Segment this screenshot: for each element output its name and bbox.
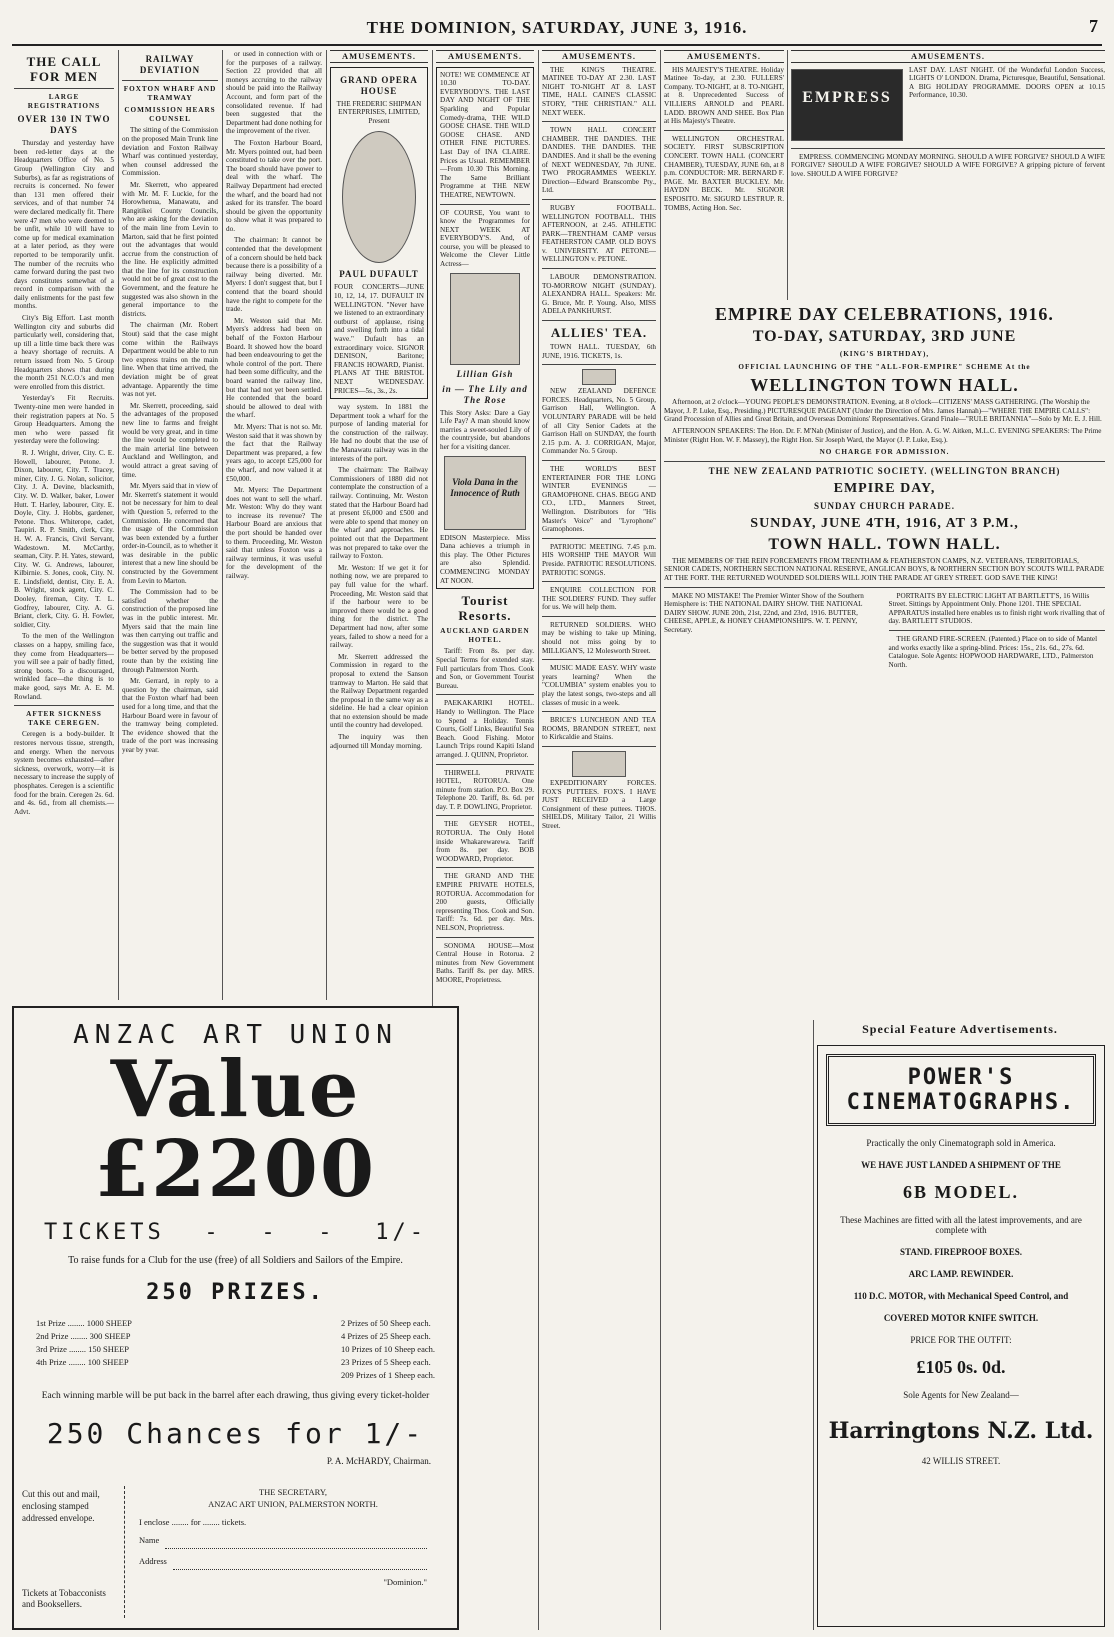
- ad-body: EXPEDITIONARY FORCES. FOX'S PUTTEES. FOX'S. I HAVE JUST RECEIVED a Large Consignment of these puttees. THOS. SHIELDS, Military Tailor, 21 Willis Street.: [542, 779, 656, 830]
- coupon-address-label: Address: [139, 1556, 167, 1566]
- parade-venue: TOWN HALL. TOWN HALL.: [768, 535, 1001, 553]
- prize-item: 2nd Prize ........ 300 SHEEP: [36, 1331, 131, 1341]
- ad-body: LAST DAY. LAST NIGHT. Of the Wonderful London Success, LIGHTS O' LONDON. Drama, Picturesque, Beautiful, Sensational. A BIG HOLIDAY PROGRAMME. DOORS OPEN at 10.15 Performance, 10.30.: [909, 65, 1105, 100]
- ad-headline: GRAND OPERA HOUSE: [340, 74, 418, 96]
- column-rule: [538, 50, 539, 1630]
- empire-day-heading: EMPIRE DAY,: [833, 480, 936, 496]
- ad-body: PATRIOTIC MEETING. 7.45 p.m. HIS WORSHIP THE MAYOR Will Preside. PATRIOTIC RESOLUTIONS. PATRIOTIC SONGS.: [542, 542, 656, 577]
- recruit-list: R. J. Wright, driver, City. C. E. Howell, labourer, Petone. J. Dixon, labourer, City. T. Tracey, miner, City. J. G. Nolan, solicitor, City. J. A. Devine, blacksmith, City. W. D. Walker, baker, Lower Hutt. T. Harley, labourer, City. E. Doyle, City. J. Hobbs, gardener, Petone. Thos. Whiterope, cadet, Taupiri. R. P. Smith, clerk, City. H. W. A. Francis, Civil Servant, Wadestown. M. McCarthy, seaman, City. P. H. Yates, steward, City. W. G. Andrews, labourer, Kilbirnie. S. Jones, cook, City. N. E. Lindsfield, dentist, City. E. A. B. Wright, stock agent, City. C. Dooley, fireman, City. T. L. Godfrey, labourer, City. A. G. Briant, clerk, City. G. H. Fowler, soldier, City.: [14, 448, 114, 629]
- divider: [542, 199, 656, 200]
- divider: [542, 268, 656, 269]
- anzac-art-union-ad: [12, 1006, 459, 1630]
- article-paragraph: Mr. Skerrett, who appeared with Mr. M. F. Luckie, for the Horowhenua, Manawatu, and Rangitikei County Councils, who are asking for the deviation of the main line from Levin to Marton, said that he first pointed out the advantages that would accrue from the construction of the line. He explicitly admitted that the line for its construction would not be of great cost to the Government, and the feature he suggested was also shown in the general importance to the districts.: [122, 180, 218, 318]
- ticket-outlets: Tickets at Tobacconists and Booksellers.: [22, 1588, 106, 1609]
- divider: [542, 581, 656, 582]
- prize-item: 3rd Prize ........ 150 SHEEP: [36, 1344, 130, 1354]
- powers-cinematograph-ad: [817, 1045, 1105, 1627]
- article-paragraph: The Foxton Harbour Board, Mr. Myers pointed out, had been constituted to take over the port. The board should have power to deal with the wharf. The Railway Department had erected the wharf, and the board had not asked for its transfer. The board should be given the opportunity to show what it was prepared to do.: [226, 138, 322, 233]
- section-header: AMUSEMENTS.: [330, 50, 428, 63]
- ad-body: THE GRAND FIRE-SCREEN. (Patented.) Place on to side of Mantel and works exactly like a spring-blind. Prices: 15s., 21s. 6d., 27s. 6d. Catalogue. Sole Agents: HOPWOOD HARDWARE, LTD., Palmerston North.: [888, 634, 1098, 669]
- prize-item: 4th Prize ........ 100 SHEEP: [36, 1357, 129, 1367]
- ad-body: NOTE! WE COMMENCE AT 10.30 TO-DAY. EVERYBODY'S. THE LAST DAY AND NIGHT OF THE Sparkling and Popular Comedy-drama, THE WILD GOOSE CHASE. THE WILD GOOSE CHASE. AND OTHER FINE PICTURES. Last Day of INA CLAIRE. Prices as Usual. REMEMBER—From 10.30 This Morning. The Same Brilliant Programme at THE NEW THEATRE, NEWTOWN.: [440, 70, 530, 199]
- newspaper-title: THE DOMINION, SATURDAY, JUNE 3, 1916.: [366, 18, 748, 37]
- ad-body: WELLINGTON ORCHESTRAL SOCIETY. FIRST SUBSCRIPTION CONCERT. TOWN HALL (CONCERT CHAMBER), TUESDAY, JUNE 6th, at 8 p.m. CONDUCTOR: MR. BERNARD F. PAGE. Mr. BAXTER BUCKLEY. Mr. HAYDN BECK. Mr. SIGNOR ESPOSITO. Mr. SIGURD LESTRUP. R. TOMBS, Acting Hon. Sec.: [664, 134, 784, 212]
- cutout-instructions: Cut this out and mail, enclosing stamped addressed envelope.: [22, 1489, 100, 1523]
- society-name: THE NEW ZEALAND PATRIOTIC SOCIETY. (WELLINGTON BRANCH): [708, 465, 1061, 476]
- ad-body: RETURNED SOLDIERS. WHO may be wishing to take up Mining, should not miss going by to MILLIGAN'S, 12 Molesworth Street.: [542, 620, 656, 655]
- ad-body: EDISON Masterpiece. Miss Dana achieves a triumph in this play. The Other Pictures are also Splendid. COMMENCING MONDAY AT NOON.: [440, 533, 530, 585]
- ad-body: LABOUR DEMONSTRATION. TO-MORROW NIGHT (SUNDAY). ALEXANDRA HALL. Speakers: Mr. G. Bruce, Mr. P. Young. Also, MISS ADELA PANKHURST.: [542, 273, 656, 316]
- coupon-name-field[interactable]: [165, 1534, 427, 1549]
- divider: [542, 538, 656, 539]
- divider: [440, 204, 530, 205]
- column-rule: [813, 1020, 814, 1630]
- parade-heading: SUNDAY CHURCH PARADE.: [814, 500, 955, 511]
- article-paragraph: The sitting of the Commission on the proposed Main Trunk line deviation and Foxton Railway Wharf was continued yesterday, when counsel addressed the Commission.: [122, 126, 218, 178]
- article-paragraph: To the men of the Wellington classes on a happy, smiling face, they come from Headquarters—you will see a pair of badly fitted, strong boots. To a discouraged, wrinkled face—the thing is to make good, says Mr. A. E. M. Rowland.: [14, 632, 114, 701]
- ad-body: HIS MAJESTY'S THEATRE. Holiday Matinee To-day, at 2.30. FULLERS' Company. TO-NIGHT, at 8. TO-NIGHT, at 8. Unprecedented Success of VILLIERS ARNOLD and PEARL LADD. BROWN AND SHEE. Box Plan at His Majesty's Theatre.: [664, 65, 784, 126]
- divider: [14, 88, 114, 89]
- divider: [542, 746, 656, 747]
- ad-body: RUGBY FOOTBALL. WELLINGTON FOOTBALL. THIS AFTERNOON, at 2.45. ATHLETIC PARK—TRENTHAM CAMP versus FEATHERSTON CAMP. OLD BOYS v. UNIVERSITY. AT PETONE—WELLINGTON v. PETONE.: [542, 203, 656, 264]
- article-paragraph: The inquiry was then adjourned till Monday morning.: [330, 733, 428, 750]
- ad-body: Ceregen is a body-builder. It restores nervous tissue, strength, and energy. When the nervous system becomes exhausted—after sickness, overwork, worry—it is necessary to increase the supply of phosphates. Ceregen is a scientific food for the brain. Ceregen 2s. 6d. and 4s. 6d., from all chemists.—Advt.: [14, 730, 114, 816]
- prize-item: 209 Prizes of 1 Sheep each.: [341, 1370, 435, 1380]
- divider: [791, 148, 1105, 149]
- ad-body: THE FREDERIC SHIPMAN ENTERPRISES, LIMITED, Present: [336, 99, 422, 125]
- ad-body: FOUR CONCERTS—JUNE 10, 12, 14, 17. DUFAULT IN WELLINGTON. "Never have we listened to an extraordinary outburst of applause, rising and swelling forth into a tidal wave." Dufault has an extraordinary voice. SIGNOR DENISON, Baritone; FRANCIS HOWARD, Pianist. PLANS AT THE BRISTOL NEXT WEDNESDAY. PRICES—5s., 3s., 2s.: [334, 283, 424, 395]
- coupon-enclose-line[interactable]: I enclose ........ for ........ tickets.: [139, 1517, 247, 1527]
- prize-list: [36, 1317, 435, 1382]
- powers-agents: Sole Agents for New Zealand—: [903, 1390, 1019, 1400]
- article-paragraph: The Commission had to be satisfied whether the construction of the proposed line was in the public interest. Mr. Myers said that the main line was then carrying out traffic and the suggestion was that it would be better served by the proposed route than by the existing line through Palmerston North.: [122, 588, 218, 674]
- coupon-recipient: THE SECRETARY,: [258, 1487, 328, 1497]
- article-subhead: COMMISSION HEARS COUNSEL: [124, 106, 216, 123]
- ad-body: MUSIC MADE EASY. WHY waste years learning? When the "COLUMBIA" system enables you to play the latest songs, two-steps and all classes of music in a week.: [542, 664, 656, 707]
- section-header: AMUSEMENTS.: [664, 50, 784, 63]
- divider: [542, 460, 656, 461]
- article-paragraph: Mr. Skerrett addressed the Commission in regard to the proposal to extend the Sanson tramway to Marton. He said that the Railway Department regarded the proposal in the same way as a sideline. He had a clear opinion that no extension should be made until the country had developed.: [330, 652, 428, 730]
- column-amusements-4: [664, 50, 784, 295]
- ad-body: THE GRAND AND THE EMPIRE PRIVATE HOTELS, ROTORUA. Accommodation for 200 guests, Officially representing Thos. Cook and Son. Tariff: 7s. 6d. per day. Mrs. NELSON, Proprietress.: [436, 872, 534, 932]
- divider: [436, 937, 534, 938]
- section-header: AMUSEMENTS.: [542, 50, 656, 63]
- ad-headline: ALLIES' TEA.: [550, 325, 648, 341]
- powers-model: 6B MODEL.: [902, 1182, 1019, 1202]
- ticket-price: 1/-: [375, 1220, 427, 1245]
- ad-body: SONOMA HOUSE—Most Central House in Rotorua. 2 minutes from New Government Baths. Tariff 8s. per day. MRS. MOORE, Proprietress.: [436, 941, 534, 984]
- coupon-name-label: Name: [139, 1535, 160, 1545]
- coupon-address-field[interactable]: [173, 1555, 427, 1570]
- section-header: AMUSEMENTS.: [791, 50, 1105, 63]
- powers-title: POWER'S CINEMATOGRAPHS.: [826, 1054, 1096, 1126]
- powers-feature: COVERED MOTOR KNIFE SWITCH.: [883, 1313, 1039, 1323]
- ad-body: THE GEYSER HOTEL, ROTORUA. The Only Hotel inside Whakarewarewa. Tariff from 8s. per day. BOB WOODWARD, Proprietor.: [436, 820, 534, 863]
- powers-tagline: Practically the only Cinematograph sold in America.: [866, 1138, 1056, 1148]
- crest-image: [582, 369, 616, 385]
- powers-shipment: WE HAVE JUST LANDED A SHIPMENT OF THE: [861, 1160, 1061, 1170]
- empress-logo: [791, 69, 903, 141]
- page-number: 7: [1089, 16, 1098, 36]
- article-paragraph: City's Big Effort. Last month Wellington city and suburbs did particularly well, considering that, up till a little time back there was a heavy shortage of recruits. A return issued from No. 5 Group Headquarters shows that during the month 251 N.C.O.'s and men were enrolled from this district.: [14, 314, 114, 391]
- section-header: Tourist Resorts.: [458, 593, 512, 624]
- empire-date: TO-DAY, SATURDAY, 3RD JUNE: [752, 328, 1017, 345]
- column-rule: [222, 50, 223, 1000]
- article-paragraph: Mr. Weston said that Mr. Myers's address had been on behalf of the Foxton Harbour Board. It showed how the board had been endeavouring to get the whole control of the port. There had been some difficulty, and the board wanted the railway line, but that had not yet been settled. He contended that the board should be allowed to deal with the wharf.: [226, 316, 322, 420]
- article-paragraph: Mr. Myers: The Department does not want to sell the wharf. Mr. Weston: Why do they want to increase its revenue? The Harbour Board are anxious that the port should be handed over to them. Proceeding, Mr. Weston said that unless Foxton was a railway terminus, it was useful for the development of the railway.: [226, 486, 322, 581]
- coupon-address: ANZAC ART UNION, PALMERSTON NORTH.: [208, 1499, 378, 1509]
- film-poster-image: [444, 456, 526, 530]
- ad-body: OF COURSE, You want to know the Programmes for NEXT WEEK AT EVERYBODY'S. And, of course, you will be pleased to Welcome the Clever Little Actress—: [440, 208, 530, 269]
- empire-venue: WELLINGTON TOWN HALL.: [750, 375, 1019, 396]
- divider: [436, 867, 534, 868]
- column-call-for-men: [14, 50, 114, 1000]
- article-paragraph: Thursday and yesterday have been red-letter days at the Headquarters Office of No. 5 Group (Wellington City and Suburbs), as far as registrations of recruits is concerned. No fewer than 131 men offered their services, and of that number 74 were declared medically fit. There were 47 men who were deemed to be unfit, while 10 will have to come up for medical examination at a later period, as they were reported to be temporarily unfit. The number of the recruits who came forward during the past two days constitutes somewhat of a record in comparison with the daily enlistments for the past few months.: [14, 139, 114, 311]
- column-rule: [118, 50, 119, 1000]
- masthead: [12, 14, 1102, 46]
- harringtons-address: 42 WILLIS STREET.: [921, 1456, 1001, 1466]
- prize-item: 4 Prizes of 25 Sheep each.: [341, 1331, 431, 1341]
- article-paragraph: The chairman: It cannot be contended that the development of a concern should be held back because there is a possibility of a railway being diverted. Mr. Myers: I don't suggest that, but I contend that the board should have the right to compete for the trade.: [226, 236, 322, 314]
- ad-body: THE MEMBERS OF THE REIN FORCEMENTS FROM TRENTHAM & FEATHERSTON CAMPS, N.Z. VETERANS, TERRITORIALS, SENIOR CADETS, NORTHERN SECTION NATIONAL RESERVE, ANGLICAN BOYS, & NORTHERN SECTION BOY SCOUTS WILL PARADE AT THE FORT. THE RETURNED WOUNDED SOLDIERS WILL JOIN THE PARADE AT GREY STREET. GOD SAVE THE KING!: [664, 556, 1104, 582]
- prize-item: 23 Prizes of 5 Sheep each.: [341, 1357, 431, 1367]
- empire-day-section: [664, 300, 1105, 1015]
- powers-feature: ARC LAMP. REWINDER.: [908, 1269, 1014, 1279]
- article-subhead: OVER 130 IN TWO DAYS: [17, 114, 111, 136]
- divider: [14, 705, 114, 706]
- portrait-image: [342, 131, 416, 263]
- divider: [889, 630, 1106, 631]
- chances-banner: 250 Chances for 1/-: [46, 1417, 425, 1450]
- art-union-purpose: To raise funds for a Club for the use (free) of all Soldiers and Sailors of the Empire.: [68, 1255, 403, 1266]
- column-amusements-5: [791, 50, 1105, 295]
- ad-body: AFTERNOON SPEAKERS: The Hon. Dr. F. M'Nab (Minister of Justice), and the Hon. A. G. W. Aitken, M.L.C. EVENING SPEAKERS: The Prime Minister (Right Hon. W. F. Massey), the Right Hon. Sir Joseph Ward, the Mayor (J. P. Luke, Esq.).: [664, 426, 1102, 444]
- powers-price-label: PRICE FOR THE OUTFIT:: [910, 1335, 1012, 1345]
- prizes-title: 250 PRIZES.: [146, 1280, 325, 1305]
- ad-headline: PAUL DUFAULT: [339, 269, 419, 280]
- divider: [542, 711, 656, 712]
- art-union-title: ANZAC ART UNION: [73, 1020, 398, 1050]
- prize-item: 10 Prizes of 10 Sheep each.: [341, 1344, 435, 1354]
- powers-description: These Machines are fitted with all the latest improvements, and are complete with: [840, 1215, 1082, 1235]
- article-paragraph: The chairman: The Railway Commissioners of 1880 did not contemplate the construction of a railway. Continuing, Mr. Weston stated that the Harbour Board had at present £6,000 and £500 and were able to spend that money on the wharf and approaches. He pointed out that the Department was not prepared to take over the railway to Foxton.: [330, 466, 428, 561]
- article-paragraph: Mr. Weston: If we get it for nothing now, we are prepared to pay full value for the wharf. Proceeding, Mr. Weston said that if the harbour were to be improved there would be a good thing for the district. The Department had now, after some years, failed to show a need for a railway.: [330, 563, 428, 650]
- ad-headline: AUCKLAND GARDEN HOTEL.: [440, 627, 530, 644]
- empire-subtitle: OFFICIAL LAUNCHING OF THE "ALL-FOR-EMPIRE" SCHEME At the: [738, 362, 1031, 371]
- empress-logo-text: EMPRESS: [802, 88, 892, 106]
- divider: [436, 815, 534, 816]
- order-coupon[interactable]: [124, 1486, 447, 1618]
- chairman-signature: P. A. McHARDY, Chairman.: [326, 1456, 431, 1466]
- empire-headline: EMPIRE DAY CELEBRATIONS, 1916.: [715, 304, 1054, 324]
- article-headline: RAILWAY DEVIATION: [139, 54, 201, 75]
- ad-body: BRICE'S LUNCHEON AND TEA ROOMS, BRANDON STREET, next to Kirkcaldie and Stains.: [542, 716, 656, 742]
- film-title: in — The Lily and The Rose: [442, 383, 528, 405]
- ad-body: THE KING'S THEATRE. MATINEE TO-DAY AT 2.30. LAST NIGHT TO-NIGHT AT 8. LAST TIME, HALL CAINE'S CLASSIC STORY, "THE CHRISTIAN." ALL NEXT WEEK.: [542, 65, 656, 117]
- column-railway-continued: [226, 50, 322, 1000]
- article-paragraph: Mr. Myers said that in view of Mr. Skerrett's statement it would not be necessary for him to deal with Question 5, referred to the Commission. He concerned that the usage of the Commission was been extended by a further order-in-Council, as to whether it was desirable in the public interest that a new line should be constructed by the Government from Levin to Marton.: [122, 482, 218, 585]
- section-header: AMUSEMENTS.: [436, 50, 534, 63]
- ad-body: MAKE NO MISTAKE! The Premier Winter Show of the Southern Hemisphere is: THE NATIONAL DAIRY SHOW. THE NATIONAL DAIRY SHOW. JUNE 20th, 21st, 22nd, and 23rd, 1916. BUTTER, CHEESE, APPLE, & HONEY CHAMPIONSHIPS. W. T. PENNY, Secretary.: [664, 591, 864, 634]
- ticket-price-line: [44, 1220, 427, 1245]
- prize-item: 2 Prizes of 50 Sheep each.: [341, 1318, 431, 1328]
- art-union-value: Value £2200: [94, 1044, 377, 1215]
- harringtons-name: Harringtons N.Z. Ltd.: [828, 1418, 1094, 1444]
- ad-body: Tariff: From 8s. per day. Special Terms for extended stay. Full particulars from Thos. Cook and Son, or Government Tourist Bureau.: [436, 647, 534, 690]
- powers-price: £105 0s. 0d.: [916, 1357, 1006, 1377]
- ad-body: EMPRESS. COMMENCING MONDAY MORNING. SHOULD A WIFE FORGIVE? SHOULD A WIFE FORGIVE? SHOULD A WIFE FORGIVE? SHOULD A WIFE FORGIVE? A gripping picture of fervent love. SHOULD A WIFE FORGIVE?: [791, 152, 1105, 178]
- ad-body: TOWN HALL. TUESDAY, 6th JUNE, 1916. TICKETS, 1s.: [542, 343, 656, 360]
- dash: -: [261, 1220, 279, 1245]
- powers-feature: STAND. FIREPROOF BOXES.: [899, 1247, 1022, 1257]
- divider: [436, 764, 534, 765]
- column-railway-deviation: [122, 50, 218, 1000]
- ad-body: ENQUIRE COLLECTION FOR THE SOLDIERS' FUND. They suffer for us. We will help them.: [542, 586, 656, 612]
- article-paragraph: way system. In 1881 the Department took a wharf for the purpose of landing material for the construction of the railway. He had no doubt that the use of the Manawatu railway was in the interests of the port.: [330, 403, 428, 463]
- divider: [664, 461, 1105, 462]
- divider: [664, 587, 1105, 588]
- prize-list-major: [36, 1317, 132, 1382]
- divider: [542, 121, 656, 122]
- column-rule: [326, 50, 327, 1000]
- coupon-paper-name: "Dominion.": [383, 1577, 427, 1587]
- article-subhead: LARGE REGISTRATIONS: [27, 93, 101, 110]
- divider: [542, 616, 656, 617]
- ad-headline: AFTER SICKNESS TAKE CEREGEN.: [26, 710, 102, 727]
- drawing-note: Each winning marble will be put back in the barrel after each drawing, thus giving every ticket-holder: [41, 1391, 430, 1401]
- article-paragraph: Mr. Gerrard, in reply to a question by the chairman, said that the Foxton wharf had been used for a long time, and that the Harbour Board were in favour of the tramway being completed. The evidence showed that the trade of the port was increasing year by year.: [122, 677, 218, 754]
- ad-body: Afternoon, at 2 o'clock—YOUNG PEOPLE'S DEMONSTRATION. Evening, at 8 o'clock—CITIZENS' MASS GATHERING. (The Worship the Mayor, J. P. Luke, Esq., Presiding.) PICTURESQUE PAGEANT (Under the Direction of Mrs. James Hannah)—"WHERE THE EMPIRE CALLS": Grand Procession of Allies and Great Britain, and Overseas Dominions' Representatives. Grand Finale—"RULE BRITANNIA"—Solo by Mr. E. J. Hill.: [664, 398, 1102, 424]
- ad-body: THE WORLD'S BEST ENTERTAINER FOR THE LONG WINTER EVENINGS — GRAMOPHONE. CHAS. BEGG AND CO., LTD., Manners Street, Wellington. Distributors for "His Master's Voice" and "Lyrophone" Gramophones.: [542, 464, 656, 534]
- parade-date: SUNDAY, JUNE 4TH, 1916, AT 3 P.M.,: [750, 515, 1019, 531]
- portrait-image: [450, 273, 520, 365]
- divider: [542, 364, 656, 365]
- ad-body: TOWN HALL CONCERT CHAMBER. THE DANDIES. THE DANDIES. THE DANDIES. THE DANDIES. And it shall be the evening of NEXT WEDNESDAY, 7th JUNE. TWO PROGRAMMES WEEKLY. Direction—Edward Branscombe Pty., Ltd.: [542, 126, 656, 195]
- divider: [436, 694, 534, 695]
- divider: [664, 130, 784, 131]
- article-paragraph: Mr. Skerrett, proceeding, said the advantages of the proposed new line to farms and freight would be very great, and in time the line would be completed to the main arterial line between Auckland and Wellington, and would attract a great saving of time.: [122, 401, 218, 479]
- ad-body: PAEKAKARIKI HOTEL. Handy to Wellington. The Place to Spend a Holiday. Tennis Courts, Golf Links, Beautiful Sea Beach. Good Fishing. Motor Launch Trips round Kapiti Island arranged. J. QUINN, Proprietor.: [436, 699, 534, 759]
- ad-body: This Story Asks: Dare a Gay Life Pay? A man should know marries a sweet-souled Lily of the countryside, but abandons her for a visiting dancer.: [440, 408, 530, 452]
- film-poster-title: Viola Dana in the Innocence of Ruth: [450, 476, 520, 498]
- divider: [542, 320, 656, 321]
- ad-body: THIRWELL PRIVATE HOTEL, ROTORUA. One minute from station. P.O. Box 29. Telephone 20. Tariff, 8s. 6d. per day. T. P. DOWLING, Proprietor.: [436, 768, 534, 811]
- article-paragraph: The chairman (Mr. Robert Stout) said that the case might come within the Railways Department would be able to run two express trains on the main line. When that time arrived, the deviation might be of great advantage. Apparently the time was not yet.: [122, 321, 218, 399]
- article-paragraph: Yesterday's Fit Recruits. Twenty-nine men were handed in their registration papers at No. 5 Group Headquarters. Among the men who were passed fit yesterday were the following:: [14, 394, 114, 446]
- divider: [122, 80, 218, 81]
- dash: -: [318, 1220, 336, 1245]
- puttees-image: [572, 751, 626, 777]
- grand-opera-ad: [330, 67, 428, 400]
- divider: [542, 659, 656, 660]
- everybodys-ad: [436, 67, 534, 590]
- article-paragraph: Mr. Myers: That is not so. Mr. Weston said that it was shown by the fact that the Railway Department was prepared, a few years ago, to accept £25,000 for the wharf, and now valued it at £50,000.: [226, 422, 322, 483]
- dash: -: [204, 1220, 222, 1245]
- column-rule: [787, 50, 788, 300]
- ad-body: NEW ZEALAND DEFENCE FORCES. Headquarters, No. 5 Group, Garrison Hall, Wellington. A VOLUNTARY PARADE will be held of all City Senior Cadets at the Garrison Hall on SUNDAY, the fourth 2.15 p.m. A. J. CORRIGAN, Major, Commander No. 5 Group.: [542, 387, 656, 456]
- tickets-label: TICKETS: [44, 1220, 165, 1245]
- powers-feature: 110 D.C. MOTOR, with Mechanical Speed Control, and: [853, 1291, 1069, 1301]
- empire-subtitle: (KING'S BIRTHDAY),: [839, 350, 930, 358]
- column-amusements-2: [436, 50, 534, 1050]
- special-feature-header: Special Feature Advertisements.: [862, 1022, 1058, 1036]
- empire-admission: NO CHARGE FOR ADMISSION.: [819, 448, 950, 457]
- ad-body: PORTRAITS BY ELECTRIC LIGHT AT BARTLETT'S, 16 Willis Street. Sittings by Appointment Only. Phone 1201. THE SPECIAL APPARATUS installed here enables us to finish right work rivalling that of day. BARTLETT STUDIOS.: [888, 591, 1105, 626]
- article-subhead: FOXTON WHARF AND TRAMWAY: [123, 85, 217, 102]
- article-headline: THE CALL FOR MEN: [26, 54, 102, 84]
- column-amusements-3: [542, 50, 656, 1630]
- prize-item: 1st Prize ........ 1000 SHEEP: [36, 1318, 132, 1328]
- film-star-name: Lillian Gish: [456, 368, 514, 379]
- prize-list-minor: [341, 1317, 435, 1382]
- column-rule: [660, 50, 661, 1630]
- article-paragraph: or used in connection with or for the purposes of a railway. Section 22 provided that all moneys accruing to the railway should be paid into the Railway Account, and form part of the consolidated revenue. If had been suggested that the Department had done nothing for the improvement of the river.: [226, 50, 322, 136]
